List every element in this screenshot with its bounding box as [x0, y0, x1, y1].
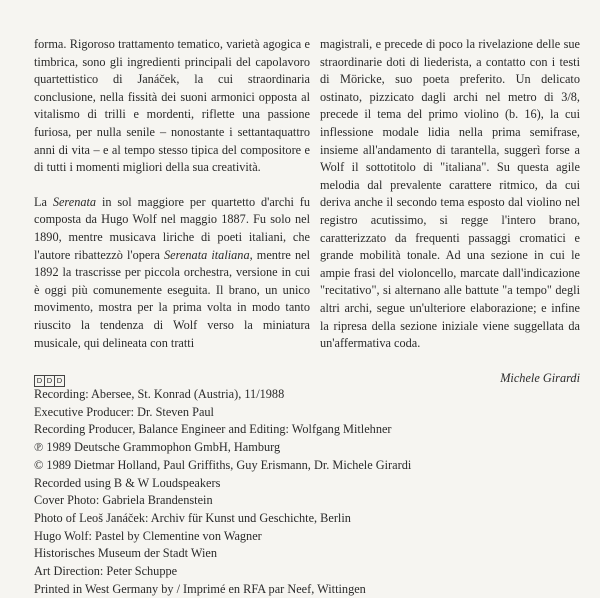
credit-line: Photo of Leoš Janáček: Archiv für Kunst und Geschichte, Berlin — [34, 510, 351, 525]
ddd-letter: D — [44, 375, 55, 387]
ddd-letter: D — [34, 375, 45, 387]
credit-line: Historisches Museum der Stadt Wien — [34, 546, 218, 561]
credit-line: Executive Producer: Dr. Steven Paul — [34, 404, 214, 419]
credit-line: Recorded using B & W Loudspeakers — [34, 475, 221, 490]
p2-mid: in sol maggiore per quartetto d'archi fu composta da Hugo Wolf nel maggio 1887. Fu solo nel 1890, mentre musicava liriche di poeti italiani, che l'autore ribattezzò l'opera — [34, 194, 310, 262]
p2-title-2: Serenata italiana, — [164, 247, 253, 262]
right-column — [320, 36, 580, 387]
credit-line: ℗ 1989 Deutsche Grammophon GmbH, Hamburg — [34, 440, 281, 455]
left-column — [34, 36, 310, 352]
credit-line: Printed in West Germany by / Imprimé en RFA par Neef, Wittingen — [34, 581, 366, 596]
p2-rest: mentre nel 1892 la trascrisse per piccola orchestra, versione in cui è oggi più comunemente eseguita. Il brano, un unico movimento, mostra per la prima volta in modo tanto riuscito la tendenza di Wolf verso la miniatura musicale, qui delineata con tratti — [34, 247, 310, 350]
p2-title: Serenata — [52, 194, 97, 209]
left-paragraph-2 — [34, 194, 310, 352]
credit-line: Hugo Wolf: Pastel by Clementine von Wagner — [34, 528, 262, 543]
credit-line: Recording: Abersee, St. Konrad (Austria), 11/1988 — [34, 387, 285, 401]
credit-line: © 1989 Dietmar Holland, Paul Griffiths, Guy Erismann, Dr. Michele Girardi — [34, 457, 412, 472]
author-signature: Michele Girardi — [500, 370, 580, 385]
right-paragraph-1: magistrali, e precede di poco la rivelazione delle sue straordinarie doti di liederista, a contatto con i testi di Möricke, suo poeta preferito. Un delicato ostinato, pizzicato dagli archi nel metro di 3/8, precede il tema del primo violino (b. 16), la cui inflessione modale lidia nella prima semifrase, insieme all'andamento di tarantella, suggerì forse a Wolf il sottotitolo di "italiana". Su questa agile melodia dal prevalente carattere ritmico, da cui deriva anche il secondo tema esposto dal violino nel registro acutissimo, si regge l'intero brano, caratterizzato da frequenti passaggi cromatici e grande mobilità tonale. Ad una sezione in cui le ampie frasi del violoncello, marcate dall'indicazione "recitativo", si alternano alle battute "a tempo" degli altri archi, segue un'ulteriore elaborazione; e infine la ripresa della sezione iniziale viene suggellata da un'affermativa coda. — [320, 37, 580, 351]
credit-line: Recording Producer, Balance Engineer and Editing: Wolfgang Mitlehner — [34, 422, 392, 437]
ddd-letter: D — [54, 375, 65, 387]
p2-prefix: La — [34, 194, 53, 209]
left-paragraph-1: forma. Rigoroso trattamento tematico, varietà agogica e timbrica, sono gli ingredienti principali del capolavoro quartettistico di Janáček, la cui straordinaria conclusione, nella fissità dei suoni armonici opposta al vitalismo di trilli e mordenti, riflette una passione furiosa, per nulla senile – nonostante i settantaquattro anni di vita – e al tempo stesso tipica del compositore e di tutti i momenti migliori della sua creatività. — [34, 37, 310, 175]
credits-list — [34, 386, 574, 598]
credit-line: Art Direction: Peter Schuppe — [34, 564, 178, 579]
credit-line: Cover Photo: Gabriela Brandenstein — [34, 493, 213, 508]
